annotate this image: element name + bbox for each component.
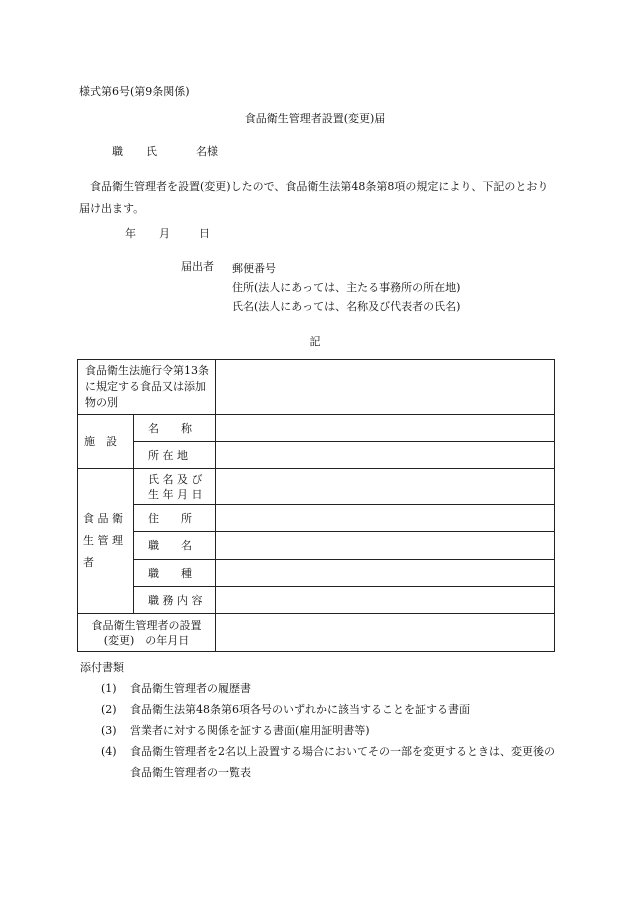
manager-job-title-label: 職 名 xyxy=(134,532,216,560)
manager-duties-value xyxy=(216,587,555,614)
table-row xyxy=(78,360,555,415)
manager-job-type-value xyxy=(216,560,555,587)
applicant-label: 届出者 xyxy=(181,260,214,273)
attachment-text: 食品衛生法第48条第6項各号のいずれかに該当することを証する書面 xyxy=(130,703,470,716)
list-item xyxy=(80,741,560,783)
table-row xyxy=(78,587,555,614)
table-row xyxy=(78,560,555,587)
food-category-value xyxy=(216,360,555,415)
registration-table xyxy=(77,359,555,652)
attachment-number: (3) xyxy=(101,724,117,737)
addressee-position: 職 xyxy=(112,145,123,158)
addressee-line xyxy=(112,144,218,161)
manager-address-value xyxy=(216,505,555,532)
manager-label: 食 品 衛 生 管 理 者 xyxy=(78,469,134,614)
attachment-text: 食品衛生管理者の履歴書 xyxy=(130,682,251,695)
attachment-number: (2) xyxy=(101,703,117,716)
list-item xyxy=(80,720,560,741)
table-row xyxy=(78,415,555,442)
addressee-surname: 氏 xyxy=(146,145,157,158)
attachments-heading: 添付書類 xyxy=(80,661,124,674)
date-day: 日 xyxy=(199,227,210,240)
applicant-postal-code: 郵便番号 xyxy=(232,262,276,275)
attachment-text: 食品衛生管理者を2名以上設置する場合においてその一部を変更するときは、変更後の食品衛生管理者の一覧表 xyxy=(130,745,555,779)
document-title: 食品衛生管理者設置(変更)届 xyxy=(244,112,386,125)
manager-name-dob-label: 氏 名 及 び 生 年 月 日 xyxy=(134,469,216,505)
appointment-date-value xyxy=(216,614,555,652)
table-row xyxy=(78,505,555,532)
table-row xyxy=(78,614,555,652)
table-row xyxy=(78,469,555,505)
applicant-name: 氏名(法人にあっては、名称及び代表者の氏名) xyxy=(232,300,461,313)
manager-job-type-label: 職 種 xyxy=(134,560,216,587)
date-year: 年 xyxy=(125,227,136,240)
facility-name-value xyxy=(216,415,555,442)
ki-heading: 記 xyxy=(309,335,321,348)
addressee-suffix: 名様 xyxy=(196,145,218,158)
list-item xyxy=(80,699,560,720)
form-number: 様式第6号(第9条関係) xyxy=(79,85,190,98)
list-item xyxy=(80,678,560,699)
facility-location-label: 所 在 地 xyxy=(134,442,216,469)
attachment-number: (1) xyxy=(101,682,117,695)
manager-job-title-value xyxy=(216,532,555,560)
manager-address-label: 住 所 xyxy=(134,505,216,532)
attachment-text: 営業者に対する関係を証する書面(雇用証明書等) xyxy=(130,724,370,737)
manager-duties-label: 職 務 内 容 xyxy=(134,587,216,614)
facility-name-label: 名 称 xyxy=(134,415,216,442)
food-category-label: 食品衛生法施行令第13条に規定する食品又は添加物の別 xyxy=(78,360,216,415)
facility-label: 施 設 xyxy=(78,415,134,469)
date-line xyxy=(125,226,210,243)
attachments-section xyxy=(80,657,560,783)
table-row xyxy=(78,532,555,560)
attachment-number: (4) xyxy=(101,745,117,758)
applicant-details xyxy=(232,259,460,316)
manager-name-dob-value xyxy=(216,469,555,505)
date-month: 月 xyxy=(159,227,170,240)
applicant-address: 住所(法人にあっては、主たる事務所の所在地) xyxy=(232,281,461,294)
appointment-date-label: 食品衛生管理者の設置 (変更) の年月日 xyxy=(78,614,216,652)
table-row xyxy=(78,442,555,469)
body-statement: 食品衛生管理者を設置(変更)したので、食品衛生法第48条第8項の規定により、下記のとおり届け出ます。 xyxy=(79,180,549,215)
facility-location-value xyxy=(216,442,555,469)
